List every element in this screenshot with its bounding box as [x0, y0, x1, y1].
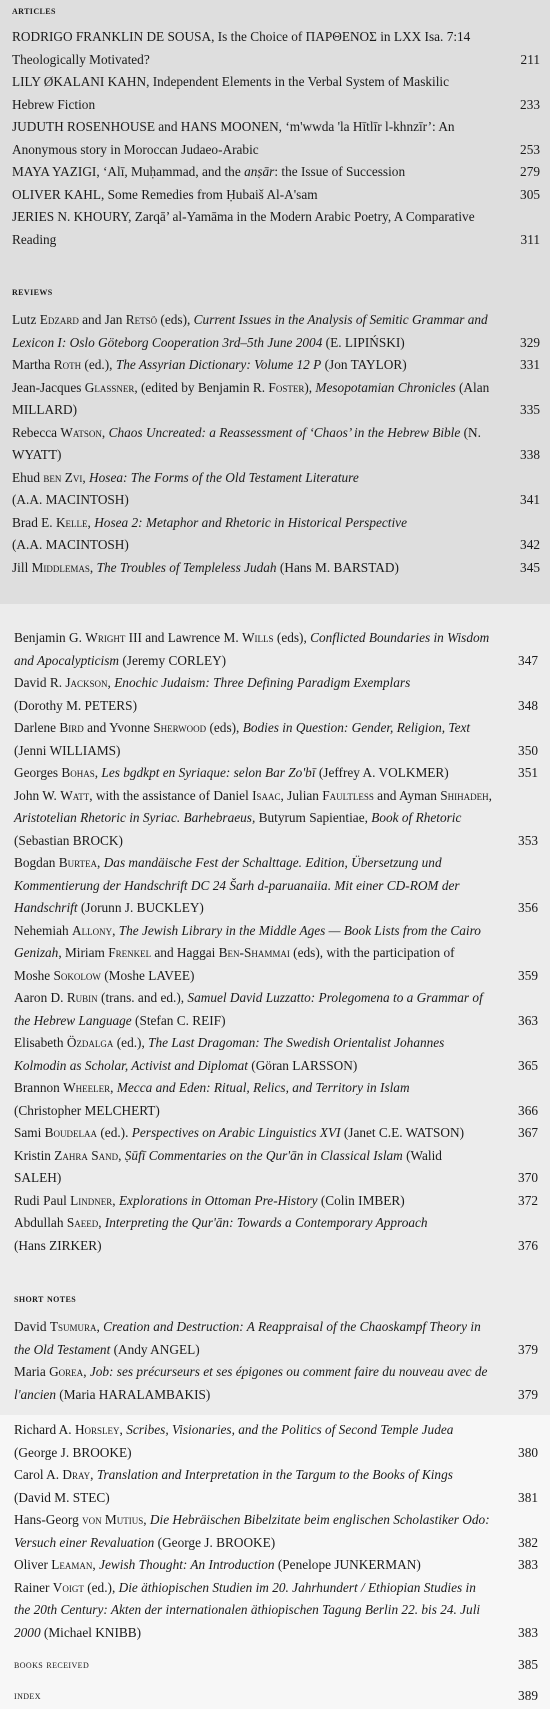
page-number: 253 — [520, 141, 540, 157]
reviewer: (George J. BROOKE) — [154, 1534, 276, 1550]
entry-text: (ed.), — [113, 1035, 149, 1050]
toc-entry[interactable] — [14, 852, 538, 920]
author-surname: Allony — [71, 922, 113, 938]
book-title: Scribes, Visionaries, and the Politics of Second Temple Judea — [126, 1422, 454, 1437]
book-title: Mesopotamian Chronicles — [315, 379, 456, 395]
toc-entry[interactable] — [14, 1190, 538, 1213]
reviewer: (Stefan C. REIF) — [131, 1012, 226, 1028]
toc-entry[interactable] — [14, 1361, 538, 1406]
author-surname: Rubin — [66, 990, 98, 1005]
author-surname: Wills — [242, 630, 274, 645]
toc-entry[interactable] — [12, 467, 540, 512]
page-number: 350 — [518, 742, 538, 758]
toc-entry[interactable] — [12, 309, 540, 354]
entry-text: , — [94, 765, 102, 780]
book-title: Das mandäische Fest der Schalttage. Edition, Übersetzung und Kommentierung der Handschrift DC 24 Šarh d-paruanaiia. Mit einer CD-ROM der Handschrift — [14, 855, 460, 915]
entry-text: Rebecca — [12, 424, 61, 440]
author-surname: von Mutius — [82, 1512, 144, 1527]
toc-entry[interactable] — [12, 422, 540, 467]
entry-text: Rudi Paul — [14, 1192, 71, 1208]
toc-entry[interactable] — [12, 184, 540, 207]
toc-entry[interactable] — [12, 557, 540, 580]
entry-text: , Miriam — [58, 945, 109, 960]
author-surname: Boudelaa — [44, 1125, 98, 1140]
short-notes-list-continued — [14, 1419, 538, 1644]
page-number: 379 — [518, 1386, 538, 1402]
entry-text: , — [119, 1422, 127, 1437]
short-notes-section — [14, 1290, 538, 1406]
toc-entry[interactable] — [14, 627, 538, 672]
book-title: Ṣūfī Commentaries on the Qur'ān in Classical Islam — [124, 1147, 403, 1163]
author-surname: Watson — [60, 424, 102, 440]
entry-text: (ed.). — [97, 1125, 132, 1140]
author-surname: Wright III — [85, 630, 142, 645]
entry-text: and Lawrence M. — [141, 630, 242, 645]
toc-entry[interactable] — [14, 1212, 538, 1257]
author-surname: Wheeler — [63, 1080, 111, 1095]
book-title: Jewish Thought: An Introduction — [99, 1557, 275, 1572]
entry-text: , — [110, 1080, 117, 1095]
reviewer: (Jon TAYLOR) — [321, 357, 407, 372]
book-title: The Last Dragoman: The Swedish Orientalist Johannes Kolmodin as Scholar, Activist and Diplomat — [14, 1035, 445, 1073]
entry-text: Ehud — [12, 469, 44, 485]
book-title: Hosea: The Forms of the Old Testament Literature — [89, 469, 359, 485]
page-number: 329 — [520, 334, 540, 350]
author-surname: Retsö — [125, 312, 158, 327]
author-surname: ben Zvi — [43, 469, 83, 485]
entry-text: RODRIGO FRANKLIN DE SOUSA, Is the Choice of ΠΑΡΘΕΝΟΣ in LXX Isa. 7:14 Theologically Motivated? — [12, 29, 471, 67]
page-number: 367 — [518, 1125, 538, 1140]
author-surname: Bohas — [61, 765, 95, 780]
entry-text: OLIVER KAHL, Some Remedies from Ḥubaiš Al-A'sam — [12, 186, 318, 202]
toc-entry[interactable] — [14, 762, 538, 785]
entry-text: , — [96, 1319, 104, 1334]
reviewer: (Sebastian BROCK) — [14, 832, 123, 848]
page-number: 389 — [518, 1687, 538, 1703]
page-number: 370 — [518, 1170, 538, 1185]
author-surname: Horsley — [74, 1422, 120, 1437]
reviewer: (A.A. MACINTOSH) — [12, 492, 129, 507]
entry-text: , Julian — [280, 787, 323, 803]
entry-text: Aaron D. — [14, 990, 67, 1005]
author-surname: Ben-Shammai — [218, 945, 290, 960]
author-surname: Sherwood — [153, 720, 207, 735]
toc-entry-books-received[interactable] — [14, 1654, 538, 1676]
entry-text: , — [82, 469, 90, 485]
author-surname: Middlemas — [31, 559, 90, 575]
author-surname: Bird — [59, 720, 84, 735]
articles-list — [12, 26, 540, 251]
entry-text: , — [143, 1512, 150, 1527]
reviewer: (Christopher MELCHERT) — [14, 1102, 160, 1118]
page-number: 338 — [520, 447, 540, 462]
toc-entry[interactable] — [14, 1464, 538, 1509]
page-number: 351 — [518, 765, 538, 780]
book-title: The Jewish Library in the Middle Ages — Book Lists from the Cairo Genizah — [14, 922, 481, 960]
toc-entry[interactable] — [12, 161, 540, 184]
entry-text: Nehemiah — [14, 922, 72, 938]
author-surname: Kelle — [55, 514, 88, 530]
entry-text: Oliver — [14, 1557, 52, 1572]
book-title: Translation and Interpretation in the Targum to the Books of Kings — [96, 1467, 453, 1482]
short-notes-list — [14, 1316, 538, 1406]
book-title: Die äthiopischen Studien im 20. Jahrhundert / Ethiopian Studies in the 20th Century: Akten der internationalen äthiopischen Tagung Berlin 22. bis 24. Juli 2000 — [14, 1579, 481, 1640]
toc-page-middle — [0, 604, 550, 1415]
reviewer: (E. LIPIŃSKI) — [322, 334, 405, 350]
reviewer: (Hans ZIRKER) — [14, 1237, 102, 1253]
section-heading-articles: articles — [12, 5, 56, 17]
author-surname: Shihadeh — [440, 787, 489, 803]
toc-entry[interactable] — [14, 1122, 538, 1145]
toc-entry[interactable] — [12, 512, 540, 557]
entry-text: (trans. and ed.), — [97, 990, 188, 1005]
toc-entry[interactable] — [14, 1145, 538, 1190]
toc-entry[interactable] — [12, 206, 540, 251]
entry-text: and Yvonne — [83, 720, 154, 735]
reviewer: (Hans M. BARSTAD) — [276, 559, 399, 575]
reviewer: (George J. BROOKE) — [14, 1444, 132, 1460]
book-title: Die Hebräischen Bibelzitate beim englischen Scholastiker Odo: Versuch einer Revaluation — [14, 1512, 490, 1550]
entry-text: , — [92, 1557, 100, 1572]
reviewer: (N. WYATT) — [12, 424, 481, 462]
toc-entry[interactable] — [14, 920, 538, 988]
entry-text: Brad E. — [12, 514, 56, 530]
toc-entry-index[interactable] — [14, 1685, 538, 1707]
page-number: 345 — [520, 559, 540, 575]
page-number: 382 — [518, 1534, 538, 1550]
author-surname: Özdalga — [66, 1035, 114, 1050]
toc-entry[interactable] — [14, 1316, 538, 1361]
page-number: 342 — [520, 537, 540, 552]
entry-text: Brannon — [14, 1080, 64, 1095]
reviewer: (Jorunn J. BUCKLEY) — [77, 900, 204, 915]
reviewer: (Jeremy CORLEY) — [119, 652, 227, 668]
entry-text: Bogdan — [14, 855, 59, 870]
page-number: 348 — [518, 697, 538, 713]
entry-text: Martha — [12, 357, 54, 372]
entry-text: (eds), with the participation of Moshe — [14, 945, 455, 983]
reviewer: (Jeffrey A. VOLKMER) — [315, 765, 449, 780]
book-title: Enochic Judaism: Three Defining Paradigm Exemplars — [114, 675, 411, 690]
entry-text: John W. — [14, 787, 61, 803]
author-surname: Sokolow — [53, 967, 101, 983]
author-surname: Watt — [60, 787, 90, 803]
toc-page-top — [0, 0, 550, 604]
page-number: 211 — [520, 51, 540, 67]
reviewer: (Jenni WILLIAMS) — [14, 742, 121, 758]
entry-text: (eds), — [157, 312, 194, 327]
entry-text: , with the assistance of Daniel — [89, 787, 253, 803]
reviewer: (Dorothy M. PETERS) — [14, 697, 137, 713]
page-number: 372 — [518, 1192, 538, 1208]
entry-text: : the Issue of Succession — [274, 164, 406, 179]
author-surname: Leaman — [51, 1557, 93, 1572]
reviews-section — [12, 283, 540, 579]
page-number: 383 — [518, 1557, 538, 1572]
articles-section — [12, 2, 540, 251]
book-title: Creation and Destruction: A Reappraisal of the Chaoskampf Theory in the Old Testament — [14, 1319, 481, 1357]
page-number: 380 — [518, 1444, 538, 1460]
entry-text: Lutz — [12, 312, 40, 327]
toc-entry[interactable] — [14, 1077, 538, 1122]
reviewer: (Alan MILLARD) — [12, 379, 490, 417]
reviewer: (David M. STEC) — [14, 1489, 110, 1505]
entry-text: , — [83, 1364, 90, 1379]
book-title: Aristotelian Rhetoric in Syriac. Barhebraeus, — [14, 810, 256, 825]
entry-text: and Haggai — [151, 945, 219, 960]
toc-entry[interactable] — [14, 1554, 538, 1577]
toc-entry[interactable] — [14, 1577, 538, 1645]
entry-text: JUDUTH ROSENHOUSE and HANS MOONEN, ‘m'wwda 'la Hītlīr l-khnzīr’: An Anonymous story in Moroccan Judaeo-Arabic — [12, 119, 455, 157]
author-surname: Frenkel — [108, 945, 152, 960]
entry-text: , — [112, 922, 119, 938]
author-surname: Edzard — [39, 312, 79, 327]
toc-entry[interactable] — [14, 1419, 538, 1464]
entry-text: David — [14, 1319, 50, 1334]
book-title: Hosea 2: Metaphor and Rhetoric in Historical Perspective — [94, 514, 407, 530]
entry-text: (ed.), — [81, 357, 116, 372]
toc-entry[interactable] — [14, 785, 538, 853]
page-number: 341 — [520, 492, 540, 507]
entry-text: Richard A. — [14, 1422, 75, 1437]
entry-text: , — [112, 1192, 119, 1208]
entry-text: (eds), — [206, 720, 243, 735]
entry-text: , — [87, 514, 95, 530]
entry-text: Butyrum Sapientiae, — [255, 810, 372, 825]
page-number: 353 — [518, 832, 538, 848]
entry-text: ), — [304, 379, 316, 395]
book-title: Bodies in Question: Gender, Religion, Text — [242, 720, 471, 735]
book-title: Job: ses précurseurs et ses épigones ou comment faire du nouveau avec de l'ancien — [14, 1364, 488, 1402]
book-title: Chaos Uncreated: a Reassessment of ‘Chaos’ in the Hebrew Bible — [108, 424, 461, 440]
toc-page-bottom — [0, 1415, 550, 1709]
entry-text: and Ayman — [373, 787, 441, 803]
author-surname: Jackson — [65, 675, 108, 690]
author-surname: Burtea — [58, 855, 98, 870]
entry-text: Hans-Georg — [14, 1512, 83, 1527]
book-title: Conflicted Boundaries in Wisdom and Apocalypticism — [14, 630, 490, 668]
toc-entry[interactable] — [14, 987, 538, 1032]
reviewer: (Moshe LAVEE) — [100, 967, 195, 983]
author-surname: Saeed — [66, 1215, 99, 1230]
page-number: 366 — [518, 1102, 538, 1118]
author-surname: Faultless — [322, 787, 374, 803]
author-surname: Glassner — [84, 379, 135, 395]
book-title: Current Issues in the Analysis of Semitic Grammar and Lexicon I: Oslo Göteborg Cooperation 3rd–5th June 2004 — [12, 312, 488, 350]
toc-entry[interactable] — [14, 1509, 538, 1554]
page-number: 383 — [518, 1624, 538, 1640]
author-surname: Foster — [268, 379, 305, 395]
entry-text: Jill — [12, 559, 32, 575]
entry-text: JERIES N. KHOURY, Zarqā’ al-Yamāma in the Modern Arabic Poetry, A Comparative Reading — [12, 209, 475, 247]
page-number: 385 — [518, 1656, 538, 1672]
entry-text: Kristin — [14, 1147, 55, 1163]
entry-text: , — [89, 559, 97, 575]
reviews-list — [12, 309, 540, 579]
reviewer: (Penelope JUNKERMAN) — [274, 1557, 421, 1572]
entry-text: , — [107, 675, 115, 690]
book-title: Perspectives on Arabic Linguistics XVI — [131, 1125, 341, 1140]
entry-text: , — [98, 1215, 105, 1230]
author-surname: Zahra Sand — [54, 1147, 119, 1163]
entry-text: Jean-Jacques — [12, 379, 85, 395]
page-number: 347 — [518, 652, 538, 668]
entry-text: , — [488, 787, 492, 803]
entry-text: (ed.), — [83, 1579, 119, 1595]
book-title: Les bgdkpt en Syriaque: selon Bar Zo'bī — [101, 765, 316, 780]
reviewer: (Andy ANGEL) — [110, 1341, 200, 1357]
toc-entry[interactable] — [12, 71, 540, 116]
page-number: 356 — [518, 900, 538, 915]
entry-text: Maria — [14, 1364, 50, 1379]
page-number: 233 — [520, 96, 540, 112]
page-number: 379 — [518, 1341, 538, 1357]
entry-text: Georges — [14, 765, 62, 780]
reviewer: (Janet C.E. WATSON) — [340, 1125, 465, 1140]
entry-text: Benjamin G. — [14, 630, 86, 645]
entry-text: , (edited by Benjamin R. — [134, 379, 269, 395]
page-number: 376 — [518, 1237, 538, 1253]
page-number: 311 — [520, 231, 540, 247]
entry-text: and Jan — [78, 312, 126, 327]
entry-text-italic: anṣār — [244, 164, 275, 179]
entry-text: , — [118, 1147, 125, 1163]
toc-entry[interactable] — [12, 116, 540, 161]
entry-text: (eds), — [273, 630, 311, 645]
section-heading-books-received: books received — [14, 1659, 90, 1671]
author-surname: Lindner — [70, 1192, 113, 1208]
author-surname: Isaac — [252, 787, 281, 803]
toc-entry[interactable] — [14, 1032, 538, 1077]
reviewer: (Göran LARSSON) — [247, 1057, 358, 1073]
reviewer: (Michael KNIBB) — [40, 1624, 142, 1640]
section-heading-short-notes: short notes — [14, 1293, 77, 1305]
reviewer: (Maria HARALAMBAKIS) — [55, 1386, 211, 1402]
page-number: 363 — [518, 1012, 538, 1028]
author-surname: Gorea — [49, 1364, 84, 1379]
author-surname: Voigt — [52, 1579, 84, 1595]
page-number: 279 — [520, 164, 540, 179]
entry-text: Sami — [14, 1125, 45, 1140]
reviews-list-continued — [14, 627, 538, 1257]
author-surname: Tsumura — [49, 1319, 97, 1334]
reviewer: (A.A. MACINTOSH) — [12, 537, 129, 552]
entry-text: Elisabeth — [14, 1035, 67, 1050]
entry-text: MAYA YAZIGI, ‘Alī, Muḥammad, and the — [12, 164, 245, 179]
entry-text: Carol A. — [14, 1467, 63, 1482]
book-title: Explorations in Ottoman Pre-History — [118, 1192, 318, 1208]
book-title: Mecca and Eden: Ritual, Relics, and Territory in Islam — [116, 1080, 410, 1095]
toc-entry[interactable] — [12, 377, 540, 422]
author-surname: Dray — [62, 1467, 91, 1482]
entry-text: LILY ØKALANI KAHN, Independent Elements in the Verbal System of Maskilic Hebrew Fiction — [12, 74, 450, 112]
section-heading-index: index — [14, 1690, 41, 1702]
toc-entry[interactable] — [14, 717, 538, 762]
page-number: 335 — [520, 402, 540, 417]
book-title: The Troubles of Templeless Judah — [96, 559, 277, 575]
book-title: The Assyrian Dictionary: Volume 12 P — [115, 357, 322, 372]
page-number: 331 — [520, 357, 540, 372]
entry-text: David R. — [14, 675, 66, 690]
entry-text: , — [97, 855, 104, 870]
entry-text: Rainer — [14, 1579, 53, 1595]
page-number: 305 — [520, 186, 540, 202]
entry-text: Darlene — [14, 720, 60, 735]
entry-text: , — [90, 1467, 97, 1482]
reviewer: (Colin IMBER) — [317, 1192, 405, 1208]
toc-entry[interactable] — [12, 26, 540, 71]
section-heading-reviews: reviews — [12, 286, 53, 298]
book-title: Book of Rhetoric — [371, 810, 462, 825]
reviewer: (Walid SALEH) — [14, 1147, 442, 1185]
toc-entry[interactable] — [12, 354, 540, 377]
book-title: Samuel David Luzzatto: Prolegomena to a Grammar of the Hebrew Language — [14, 990, 483, 1028]
author-surname: Roth — [53, 357, 82, 372]
toc-entry[interactable] — [14, 672, 538, 717]
entry-text: , — [101, 424, 109, 440]
book-title: Interpreting the Qur'ān: Towards a Contemporary Approach — [104, 1215, 428, 1230]
page-number: 381 — [518, 1489, 538, 1505]
entry-text: Abdullah — [14, 1215, 67, 1230]
page-number: 359 — [518, 967, 538, 983]
page-number: 365 — [518, 1057, 538, 1073]
